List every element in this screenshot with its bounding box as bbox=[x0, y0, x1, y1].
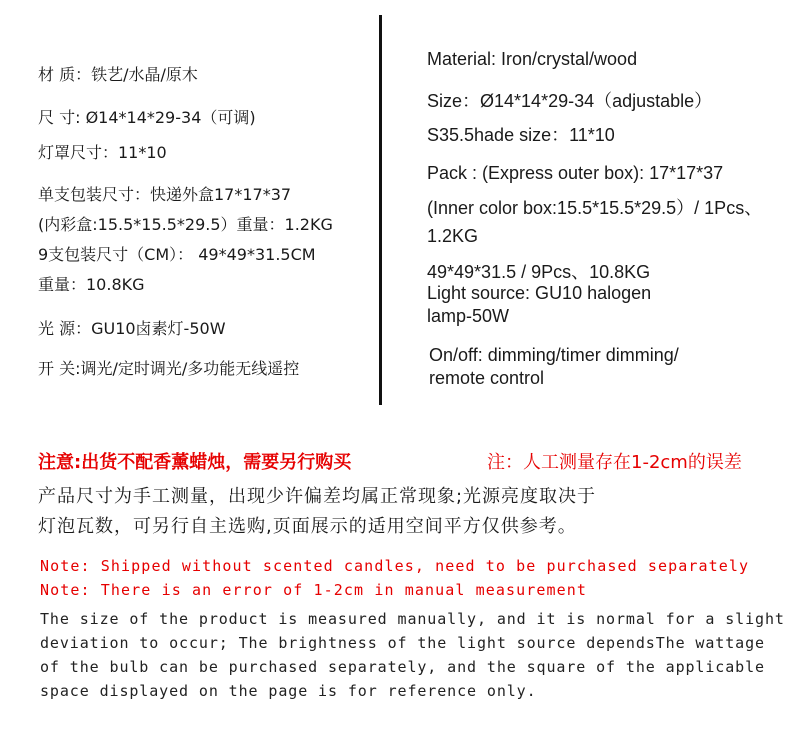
candle-warning-en: Note: Shipped without scented candles, need to be purchased separately bbox=[40, 557, 750, 575]
spec-switch-cn: 开 关:调光/定时调光/多功能无线遥控 bbox=[38, 359, 300, 378]
spec-light-source-en: Light source: GU10 halogen bbox=[427, 283, 652, 303]
spec-nine-pack-en: 49*49*31.5 / 9Pcs、10.8KG bbox=[427, 262, 651, 282]
spec-switch-en: On/off: dimming/timer dimming/ bbox=[429, 345, 679, 365]
spec-pack-weight-en: 1.2KG bbox=[427, 226, 479, 246]
spec-light-source-en-cont: lamp-50W bbox=[427, 306, 510, 326]
spec-material-en: Material: Iron/crystal/wood bbox=[427, 49, 638, 69]
spec-size-en: Size：Ø14*14*29-34（adjustable） bbox=[427, 91, 713, 111]
spec-inner-box-cn: (内彩盒:15.5*15.5*29.5）重量：1.2KG bbox=[38, 215, 333, 234]
spec-size-cn: 尺 寸: Ø14*14*29-34（可调) bbox=[38, 108, 256, 127]
column-divider bbox=[379, 15, 382, 405]
disclaimer-cn-line-2: 灯泡瓦数，可另行自主选购,页面展示的适用空间平方仅供参考。 bbox=[38, 516, 577, 537]
spec-single-pack-cn: 单支包装尺寸：快递外盒17*17*37 bbox=[38, 185, 292, 204]
disclaimer-en-line-3: of the bulb can be purchased separately, and the square of the applicable bbox=[40, 658, 765, 676]
spec-material-cn: 材 质：铁艺/水晶/原木 bbox=[38, 65, 198, 84]
disclaimer-cn-line-1: 产品尺寸为手工测量，出现少许偏差均属正常现象;光源亮度取决于 bbox=[38, 486, 597, 507]
spec-pack-inner-en: (Inner color box:15.5*15.5*29.5）/ 1Pcs、 bbox=[427, 198, 763, 218]
spec-pack-outer-en: Pack : (Express outer box): 17*17*37 bbox=[427, 163, 724, 183]
measurement-error-en: Note: There is an error of 1-2cm in manual measurement bbox=[40, 581, 588, 599]
spec-weight-cn: 重量：10.8KG bbox=[38, 275, 145, 294]
measurement-error-cn: 注：人工测量存在1-2cm的误差 bbox=[487, 452, 742, 473]
disclaimer-en-line-2: deviation to occur; The brightness of the light source dependsThe wattage bbox=[40, 634, 765, 652]
disclaimer-en-line-4: space displayed on the page is for reference only. bbox=[40, 682, 537, 700]
spec-light-source-cn: 光 源：GU10卤素灯-50W bbox=[38, 319, 226, 338]
candle-warning-cn: 注意:出货不配香薰蜡烛，需要另行购买 bbox=[38, 452, 352, 473]
spec-shade-size-cn: 灯罩尺寸：11*10 bbox=[38, 143, 167, 162]
spec-switch-en-cont: remote control bbox=[429, 368, 545, 388]
spec-nine-pack-cn: 9支包装尺寸（CM）： 49*49*31.5CM bbox=[38, 245, 316, 264]
disclaimer-en-line-1: The size of the product is measured manually, and it is normal for a slight bbox=[40, 610, 785, 628]
spec-shade-size-en: S35.5hade size：11*10 bbox=[427, 125, 615, 145]
